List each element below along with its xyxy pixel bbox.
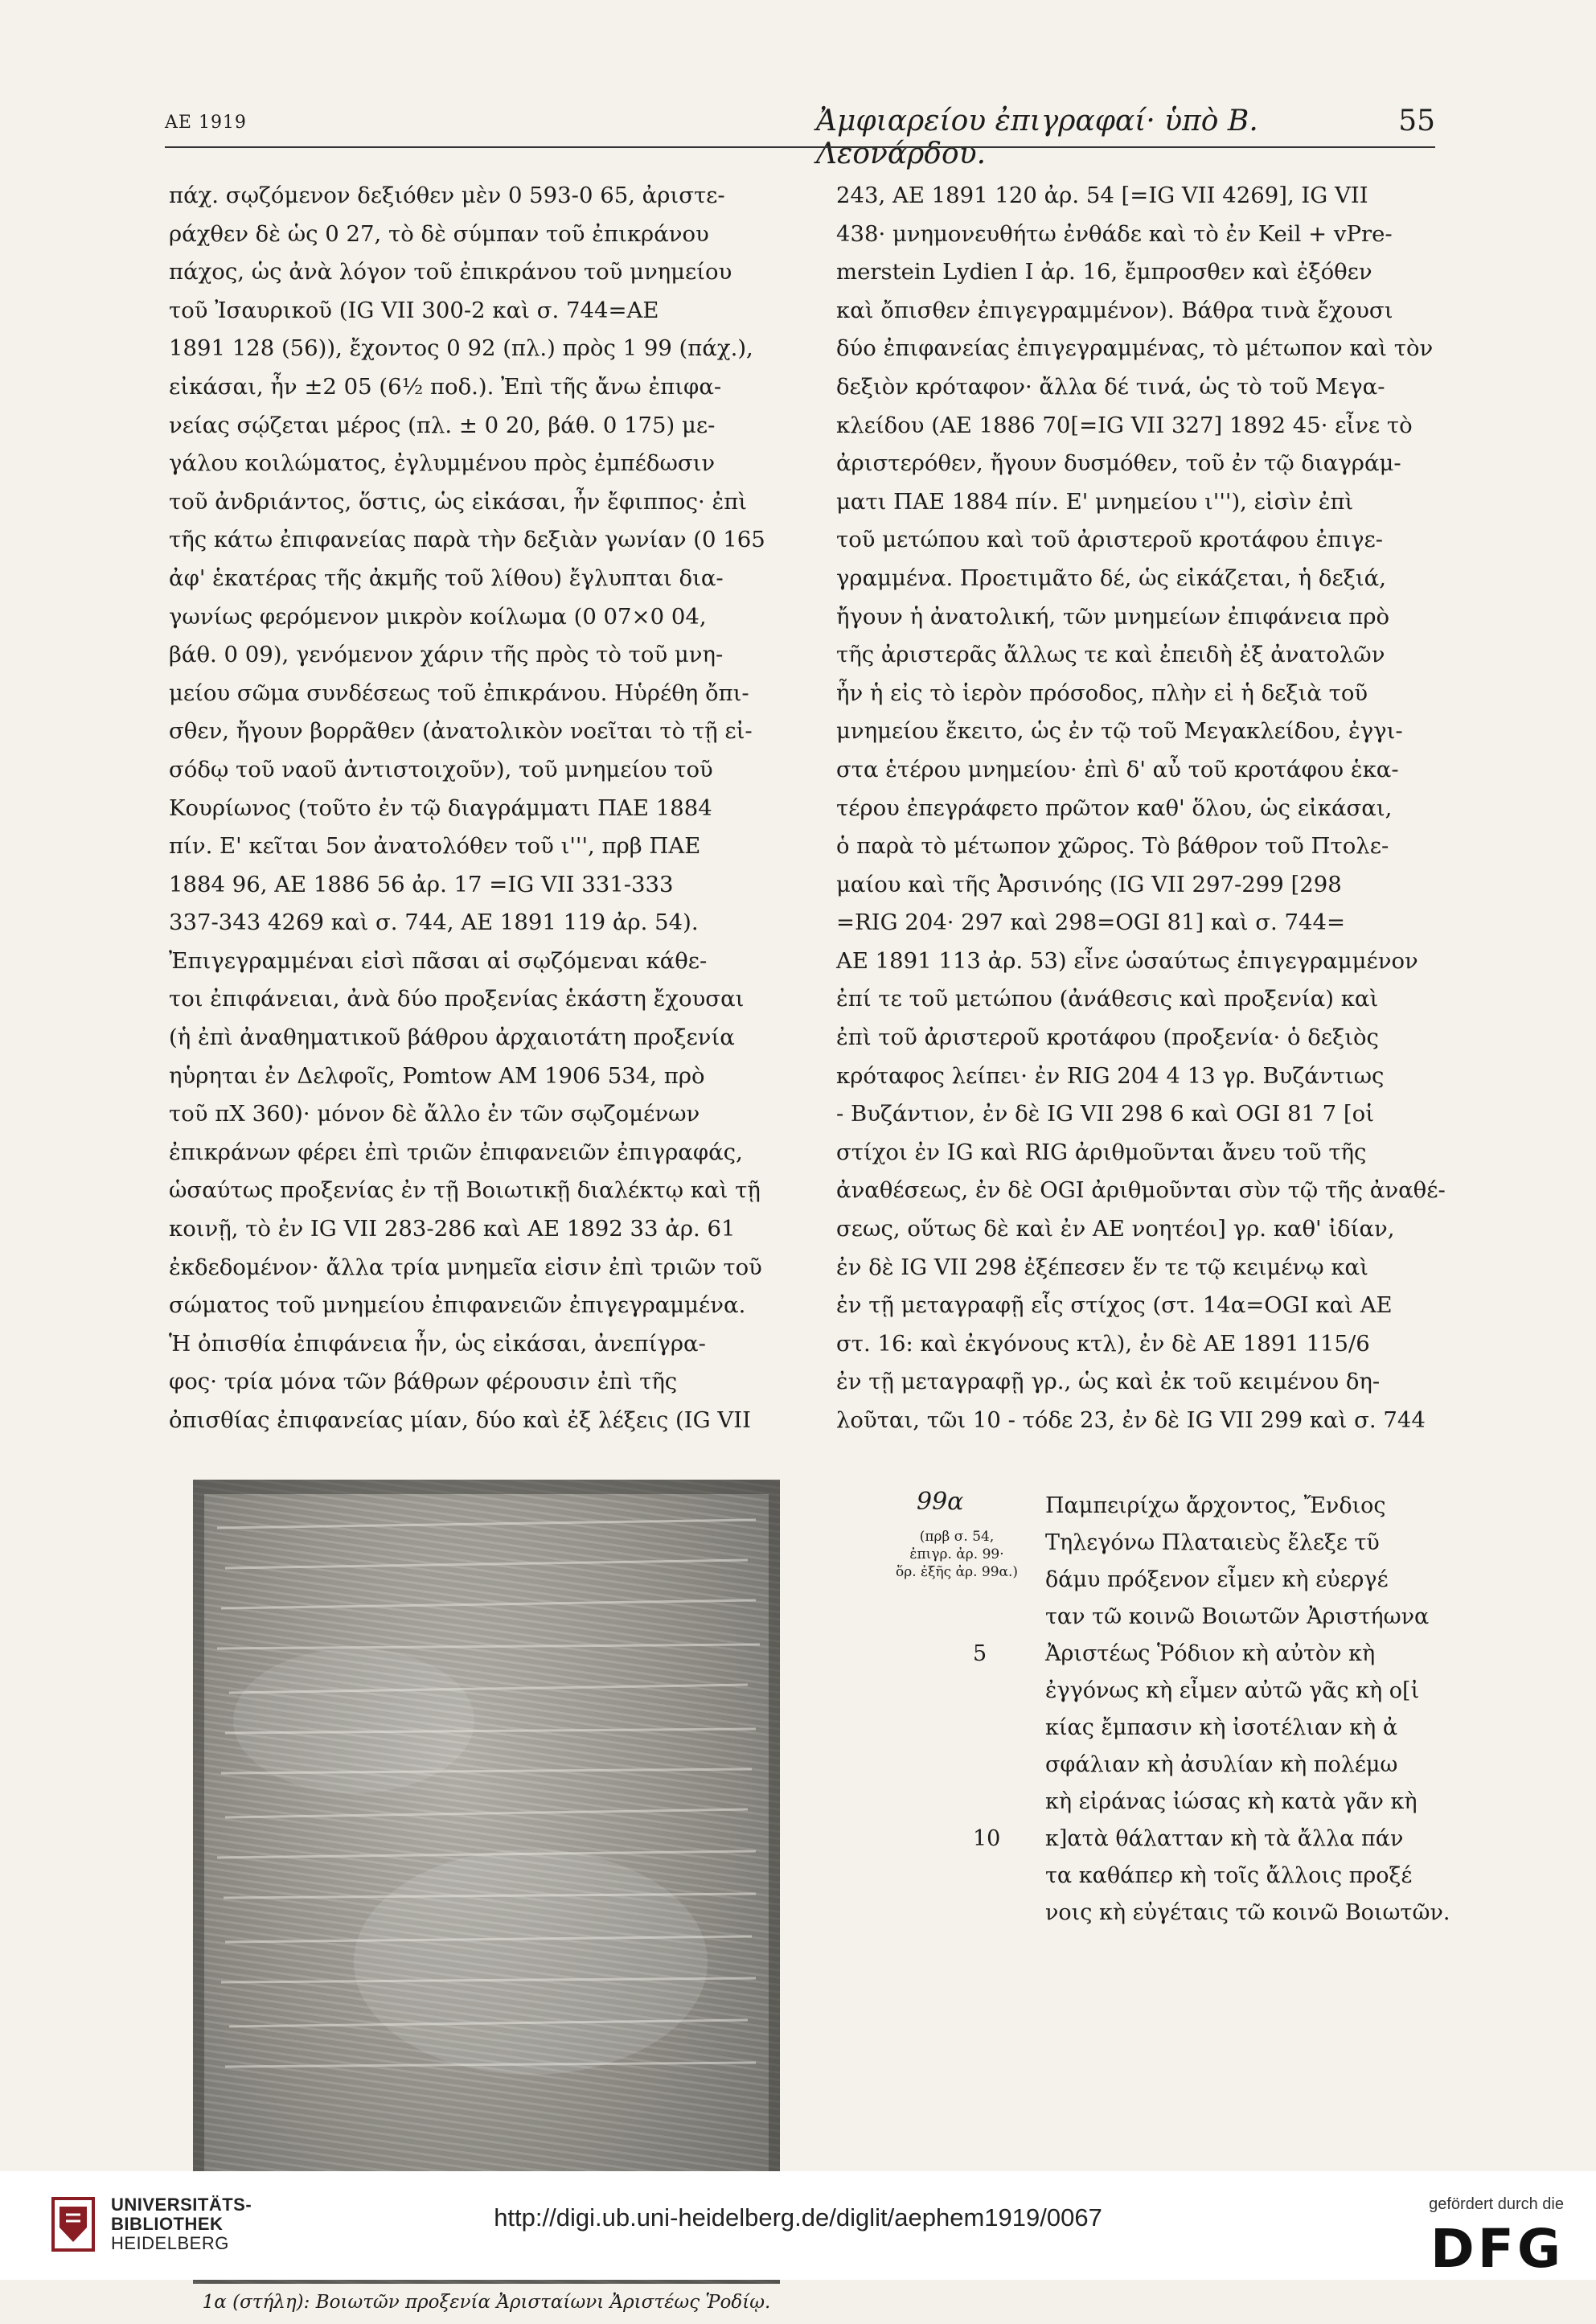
line-number	[973, 1747, 1005, 1784]
text-line: ἀναθέσεως, ἐν δὲ OGI ἀριθμοῦνται σὺν τῷ τῆς ἀναθέ-	[836, 1177, 1446, 1204]
text-line: ἐπικράνων φέρει ἐπὶ τριῶν ἐπιφανειῶν ἐπιγραφάς,	[169, 1139, 743, 1165]
text-line: ἐπὶ τοῦ ἀριστεροῦ κροτάφου (προξενία· ὁ δεξιὸς	[836, 1024, 1379, 1051]
text-line: λοῦται, τῶι 10 - τόδε 23, ἐν δὲ IG VII 299 καὶ σ. 744	[836, 1407, 1426, 1433]
line-number	[973, 1858, 1005, 1895]
text-line: μείου σῶμα συνδέσεως τοῦ ἐπικράνου. Ηὑρέθη ὄπι-	[169, 680, 749, 706]
text-line: ἐν τῇ μεταγραφῇ γρ., ὡς καὶ ἐκ τοῦ κειμένου δη-	[836, 1369, 1381, 1395]
text-line: ὡσαύτως προξενίας ἐν τῇ Βοιωτικῇ διαλέκτῳ καὶ τῇ	[169, 1177, 761, 1204]
text-line: τοι ἐπιφάνειαι, ἀνὰ δύο προξενίας ἑκάστη ἔχουσαι	[169, 986, 745, 1012]
inscription-text	[1045, 1488, 1455, 1932]
stele-texture	[193, 1480, 780, 2284]
line-number	[973, 1599, 1005, 1636]
text-line: πίν. Ε' κεῖται 5ον ἀνατολόθεν τοῦ ι''', πρβ ΠΑΕ	[169, 833, 701, 860]
text-line: ἐν τῇ μεταγραφῇ εἷς στίχος (στ. 14α=OGI καὶ ΑΕ	[836, 1292, 1393, 1319]
text-line: Κουρίωνος (τοῦτο ἐν τῷ διαγράμματι ΠΑΕ 1884	[169, 795, 712, 821]
text-line: τοῦ Ἰσαυρικοῦ (IG VII 300-2 καὶ σ. 744=ΑΕ	[169, 297, 659, 323]
text-line: 1884 96, ΑΕ 1886 56 ἀρ. 17 =IG VII 331-333	[169, 871, 674, 897]
text-line: στίχοι ἐν IG καὶ RIG ἀριθμοῦνται ἄνευ τοῦ τῆς	[836, 1139, 1367, 1165]
inscription-line: τα καθάπερ κὴ τοῖς ἄλλοις προξέ	[1045, 1863, 1413, 1888]
text-line: ὁ παρὰ τὸ μέτωπον χῶρος. Τὸ βάθρον τοῦ Πτολε-	[836, 833, 1389, 860]
inscription-line: ἐγγόνως κὴ εἶμεν αὐτῶ γᾶς κὴ ο[ἰ	[1045, 1678, 1420, 1703]
text-line: =RIG 204· 297 καὶ 298=OGI 81] καὶ σ. 744=	[836, 909, 1345, 936]
text-line: - Βυζάντιον, ἐν δὲ IG VII 298 6 καὶ OGI 81 7 [οἱ	[836, 1101, 1374, 1127]
text-line: merstein Lydien I ἀρ. 16, ἔμπροσθεν καὶ ἐξόθεν	[836, 259, 1372, 285]
inscription-reference	[876, 1528, 1037, 1581]
inscription-block	[844, 1488, 1455, 2211]
text-line: φος· τρία μόνα τῶν βάθρων φέρουσιν ἐπὶ τῆς	[169, 1369, 678, 1395]
line-number	[973, 1673, 1005, 1710]
line-number: 5	[973, 1641, 987, 1666]
line-number	[973, 1710, 1005, 1747]
text-line: τοῦ πΧ 360)· μόνον δὲ ἄλλο ἐν τῶν σῳζομένων	[169, 1101, 700, 1127]
inscription-line: νοις κὴ εὐγέταις τῶ κοινῶ Βοιωτῶν.	[1045, 1900, 1450, 1925]
inscription-line: κίας ἔμπασιν κὴ ἰσοτέλιαν κὴ ἀ	[1045, 1715, 1398, 1740]
text-line: βάθ. 0 09), γενόμενον χάριν τῆς πρὸς τὸ τοῦ μνη-	[169, 642, 724, 668]
header-rule	[165, 146, 1435, 148]
text-line: δεξιὸν κρόταφον· ἄλλα δέ τινά, ὡς τὸ τοῦ Μεγα-	[836, 373, 1385, 400]
text-line: ἀφ' ἑκατέρας τῆς ἀκμῆς τοῦ λίθου) ἔγλυπται δια-	[169, 565, 724, 591]
line-numbers	[973, 1488, 1005, 1932]
text-line: Ἡ ὀπισθία ἐπιφάνεια ἦν, ὡς εἰκάσαι, ἀνεπίγρα-	[169, 1330, 706, 1357]
text-line: σόδῳ τοῦ ναοῦ ἀντιστοιχοῦν), τοῦ μνημείου τοῦ	[169, 756, 713, 782]
text-line: ἐν δὲ IG VII 298 ἐξέπεσεν ἕν τε τῷ κειμένῳ καὶ	[836, 1254, 1368, 1280]
header-journal: ΑΕ 1919	[165, 113, 247, 133]
inscription-line: κὴ εἰράνας ἰώσας κὴ κατὰ γᾶν κὴ	[1045, 1789, 1418, 1814]
dfg-logo: DFG	[1430, 2218, 1564, 2280]
text-line: κλείδου (ΑΕ 1886 70[=IG VII 327] 1892 45· εἶνε τὸ	[836, 412, 1413, 438]
inscription-line: Τηλεγόνω Πλαταιεὺς ἔλεξε τῦ	[1045, 1530, 1380, 1555]
text-line: στα ἑτέρου μνημείου· ἐπὶ δ' αὖ τοῦ κροτάφου ἑκα-	[836, 756, 1399, 782]
inscription-line: ταν τῶ κοινῶ Βοιωτῶν Ἀριστήωνα	[1045, 1604, 1430, 1629]
page-number: 55	[1398, 105, 1435, 138]
text-line: μαίου καὶ τῆς Ἀρσινόης (IG VII 297-299 [298	[836, 871, 1342, 897]
text-line: σθεν, ἤγουν βορρᾶθεν (ἀνατολικὸν νοεῖται τὸ τῇ εἰ-	[169, 718, 753, 745]
text-line: ηὑρηται ἐν Δελφοῖς, Pomtow ΑΜ 1906 534, πρὸ	[169, 1062, 705, 1089]
inscription-line: δάμυ πρόξενον εἶμεν κὴ εὐεργέ	[1045, 1567, 1389, 1592]
text-line: ἐκδεδομένον· ἄλλα τρία μνημεῖα εἰσιν ἐπὶ τριῶν τοῦ	[169, 1254, 762, 1280]
line-number	[973, 1562, 1005, 1599]
reference-line: (πρβ σ. 54,	[919, 1529, 995, 1545]
inscription-line: Ἀριστέως Ῥόδιον κὴ αὐτὸν κὴ	[1045, 1641, 1376, 1666]
text-line: ὀπισθίας ἐπιφανείας μίαν, δύο καὶ ἐξ λέξεις (IG VII	[169, 1407, 751, 1433]
text-line: Ἐπιγεγραμμέναι εἰσὶ πᾶσαι αἱ σῳζόμεναι κάθε-	[169, 947, 708, 974]
text-line: κοινῇ, τὸ ἐν IG VII 283-286 καὶ ΑΕ 1892 33 ἀρ. 61	[169, 1216, 736, 1242]
text-line: τέρου ἐπεγράφετο πρῶτον καθ' ὅλου, ὡς εἰκάσαι,	[836, 795, 1393, 821]
inscription-line: κ]ατὰ θάλατταν κὴ τὰ ἄλλα πάν	[1045, 1826, 1404, 1851]
line-number	[973, 1784, 1005, 1821]
text-line: (ἡ ἐπὶ ἀναθηματικοῦ βάθρου ἀρχαιοτάτη προξενία	[169, 1024, 735, 1051]
left-column	[169, 177, 796, 1440]
text-line: μνημείου ἔκειτο, ὡς ἐν τῷ τοῦ Μεγακλείδου, ἐγγι-	[836, 718, 1403, 745]
reference-line: ὅρ. ἐξῆς ἀρ. 99α.)	[895, 1564, 1019, 1580]
text-line: κρόταφος λείπει· ἐν RIG 204 4 13 γρ. Βυζάντιως	[836, 1062, 1385, 1089]
stele-photograph	[193, 1480, 780, 2284]
text-line: ράχθεν δὲ ὡς 0 27, τὸ δὲ σύμπαν τοῦ ἐπικράνου	[169, 220, 709, 247]
text-line: τοῦ μετώπου καὶ τοῦ ἀριστεροῦ κροτάφου ἐπιγε-	[836, 527, 1384, 553]
line-number: 10	[973, 1826, 1001, 1851]
source-url[interactable]: http://digi.ub.uni-heidelberg.de/diglit/aephem1919/0067	[494, 2203, 1102, 2232]
text-line: γωνίως φερόμενον μικρὸν κοίλωμα (0 07×0 04,	[169, 603, 707, 630]
text-line: σώματος τοῦ μνημείου ἐπιφανειῶν ἐπιγεγραμμένα.	[169, 1292, 746, 1319]
right-column	[836, 177, 1447, 1440]
text-line: 337-343 4269 καὶ σ. 744, ΑΕ 1891 119 ἀρ. 54).	[169, 909, 699, 936]
line-number	[973, 1488, 1005, 1525]
text-line: 243, ΑΕ 1891 120 ἀρ. 54 [=IG VII 4269], IG VII	[836, 183, 1368, 208]
running-header	[165, 105, 1435, 170]
header-title: Ἀμφιαρείου ἐπιγραφαί· ὑπὸ Β. Λεονάρδου.	[816, 105, 1258, 170]
text-line: δύο ἐπιφανείας ἐπιγεγραμμένας, τὸ μέτωπον καὶ τὸν	[836, 335, 1434, 362]
library-line: UNIVERSITÄTS-	[111, 2195, 252, 2215]
text-line: ματι ΠΑΕ 1884 πίν. Ε' μνημείου ι'''), εἰσὶν ἐπὶ	[836, 488, 1354, 515]
library-line: BIBLIOTHEK	[111, 2214, 224, 2234]
inscription-line: σφάλιαν κὴ ἀσυλίαν κὴ πολέμω	[1045, 1752, 1398, 1777]
text-line: πάχος, ὡς ἀνὰ λόγον τοῦ ἐπικράνου τοῦ μνημείου	[169, 259, 732, 285]
line-number	[973, 1895, 1005, 1932]
inscription-number: 99α	[917, 1488, 964, 1516]
text-line: πάχ. σῳζόμενον δεξιόθεν μὲν 0 593-0 65, ἀριστε-	[169, 183, 725, 208]
text-line: γραμμένα. Προετιμᾶτο δέ, ὡς εἰκάζεται, ἡ δεξιά,	[836, 565, 1386, 591]
library-line: HEIDELBERG	[111, 2233, 229, 2253]
figure-caption: 1α (στήλη): Βοιωτῶν προξενία Ἀρισταίωνι Ἀριστέως Ῥοδίῳ.	[202, 2292, 771, 2313]
text-line: 438· μνημονευθήτω ἐνθάδε καὶ τὸ ἐν Keil + vPre-	[836, 220, 1393, 247]
text-line: ἤγουν ἡ ἀνατολική, τῶν μνημείων ἐπιφάνεια πρὸ	[836, 603, 1390, 630]
text-line: ἐπί τε τοῦ μετώπου (ἀνάθεσις καὶ προξενία) καὶ	[836, 986, 1379, 1012]
inscription-line: Παμπειρίχω ἄρχοντος, Ἔνδιος	[1045, 1493, 1386, 1518]
text-line: εἰκάσαι, ἦν ±2 05 (6½ ποδ.). Ἐπὶ τῆς ἄνω ἐπιφα-	[169, 373, 722, 400]
reference-line: ἐπιγρ. ἀρ. 99·	[909, 1546, 1004, 1562]
text-line: ἀριστερόθεν, ἤγουν δυσμόθεν, τοῦ ἐν τῷ διαγράμ-	[836, 450, 1401, 477]
text-line: τοῦ ἀνδριάντος, ὅστις, ὡς εἰκάσαι, ἦν ἔφιππος· ἐπὶ	[169, 488, 748, 515]
text-line: τῆς κάτω ἐπιφανείας παρὰ τὴν δεξιὰν γωνίαν (0 165	[169, 527, 765, 553]
line-number	[973, 1525, 1005, 1562]
text-line: νείας σῴζεται μέρος (πλ. ± 0 20, βάθ. 0 175) με-	[169, 412, 716, 438]
text-line: ΑΕ 1891 113 ἀρ. 53) εἶνε ὡσαύτως ἐπιγεγραμμένον	[836, 947, 1418, 974]
sponsor-text: gefördert durch die	[1429, 2195, 1564, 2213]
text-line: καὶ ὄπισθεν ἐπιγεγραμμένον). Βάθρα τινὰ ἔχουσι	[836, 297, 1393, 323]
text-line: στ. 16: καὶ ἐκγόνους κτλ), ἐν δὲ ΑΕ 1891 115/6	[836, 1330, 1370, 1357]
footer-bar	[0, 2171, 1596, 2280]
text-line: γάλου κοιλώματος, ἐγλυμμένου πρὸς ἐμπέδωσιν	[169, 450, 716, 477]
text-line: σεως, οὕτως δὲ καὶ ἐν ΑΕ νοητέοι] γρ. καθ' ἰδίαν,	[836, 1216, 1395, 1242]
text-line: 1891 128 (56)), ἔχοντος 0 92 (πλ.) πρὸς 1 99 (πάχ.),	[169, 335, 753, 362]
text-line: ἦν ἡ εἰς τὸ ἱερὸν πρόσοδος, πλὴν εἰ ἡ δεξιὰ τοῦ	[836, 680, 1368, 706]
text-line: τῆς ἀριστερᾶς ἄλλως τε καὶ ἐπειδὴ ἐξ ἀνατολῶν	[836, 642, 1385, 668]
